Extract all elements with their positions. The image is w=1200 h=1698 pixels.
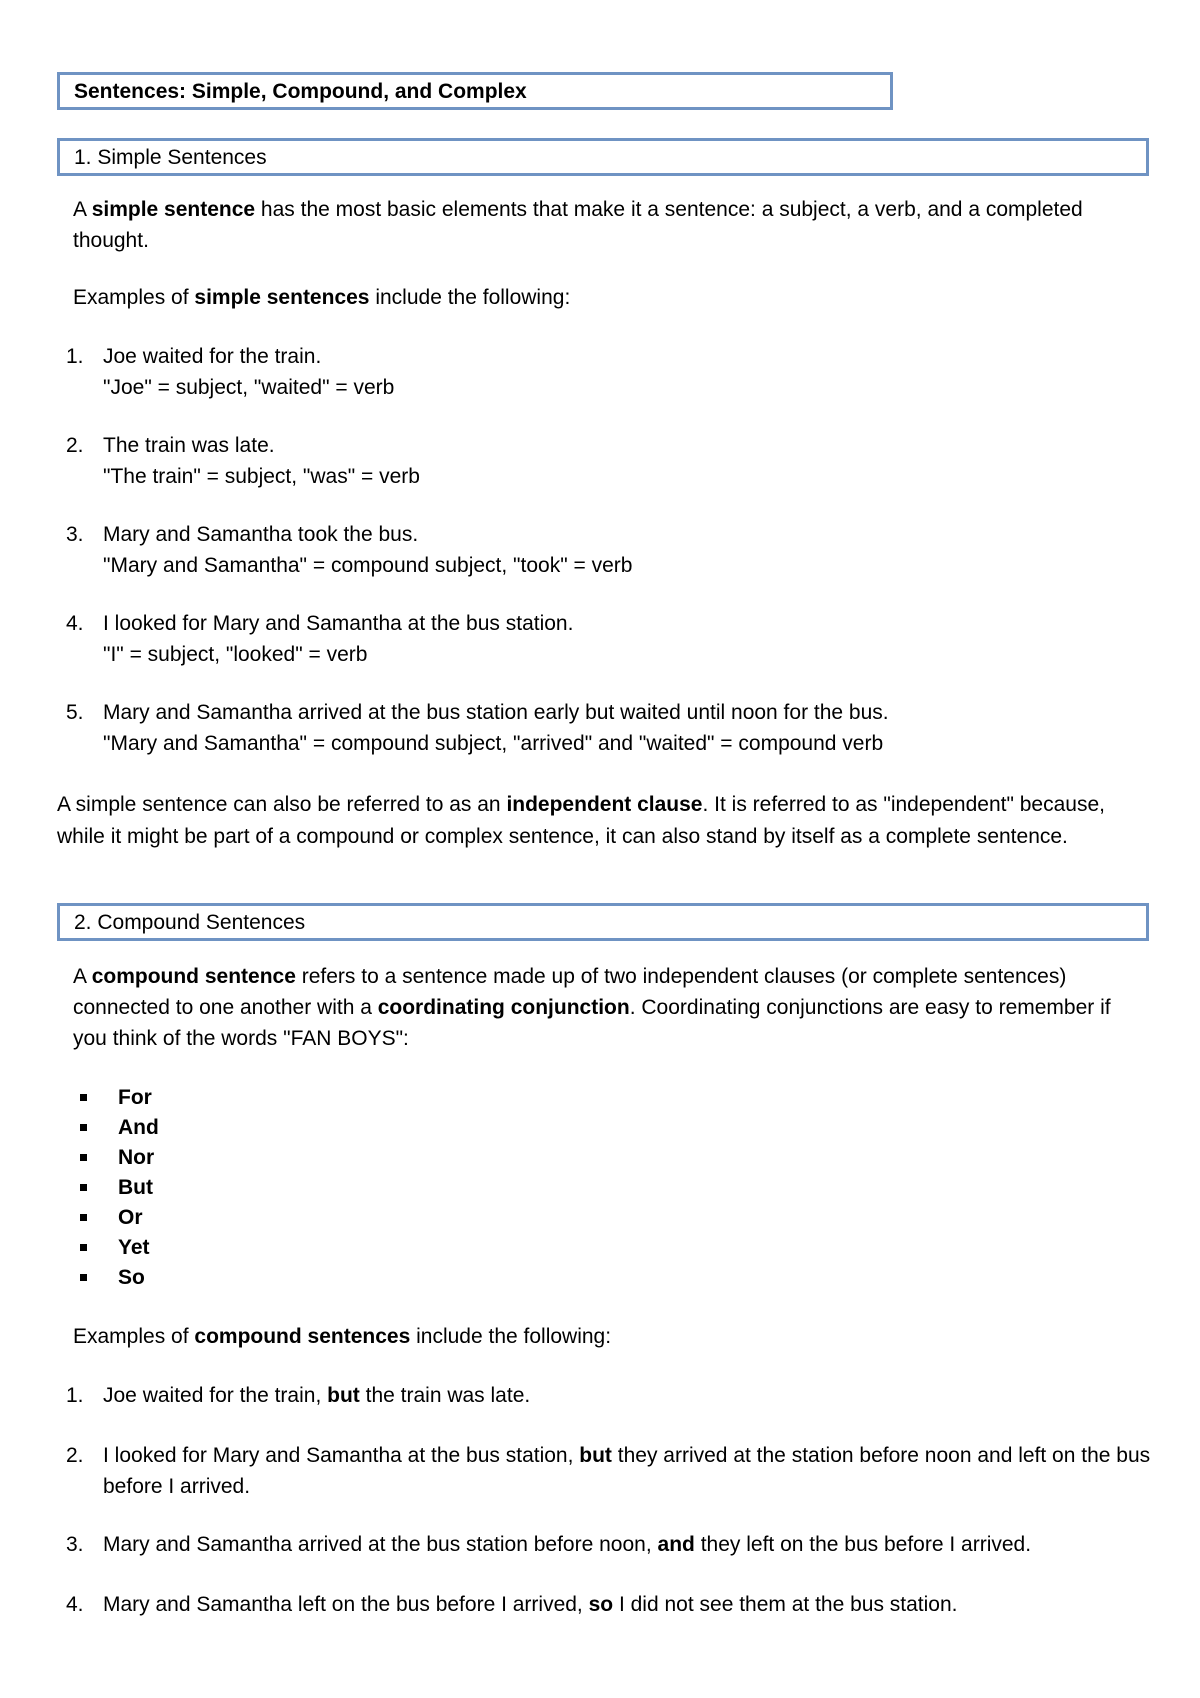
fanboys-item: For <box>80 1082 152 1113</box>
bullet-icon <box>80 1214 87 1221</box>
simple-examples-intro: Examples of simple sentences include the following: <box>73 286 571 309</box>
list-item: 4. Mary and Samantha left on the bus before I arrived, so I did not see them at the bus station. <box>66 1593 958 1616</box>
independent-clause-paragraph: A simple sentence can also be referred to as an independent clause. It is referred to as "independent" because, while it might be part of a compound or complex sentence, it can also stand by itself as a complete sentence. <box>57 793 1105 848</box>
list-item: 2. The train was late. "The train" = subject, "was" = verb <box>66 434 420 488</box>
list-item: 1. Joe waited for the train, but the train was late. <box>66 1384 531 1407</box>
bullet-icon <box>80 1154 87 1161</box>
bullet-icon <box>80 1274 87 1281</box>
list-item: 5. Mary and Samantha arrived at the bus station early but waited until noon for the bus. "Mary and Samantha" = compound subject, "arrived" and "waited" = compound verb <box>66 701 889 755</box>
list-item: 3. Mary and Samantha took the bus. "Mary and Samantha" = compound subject, "took" = verb <box>66 523 633 577</box>
fanboys-item: And <box>80 1112 159 1143</box>
compound-examples-intro: Examples of compound sentences include the following: <box>73 1325 612 1348</box>
section-heading-simple: 1. Simple Sentences <box>57 138 1149 176</box>
bullet-icon <box>80 1244 87 1251</box>
list-item: 1. Joe waited for the train. "Joe" = subject, "waited" = verb <box>66 345 395 399</box>
list-item: 3. Mary and Samantha arrived at the bus station before noon, and they left on the bus before I arrived. <box>66 1533 1032 1556</box>
bullet-icon <box>80 1124 87 1131</box>
document-title: Sentences: Simple, Compound, and Complex <box>57 72 893 110</box>
section-heading-compound: 2. Compound Sentences <box>57 903 1149 941</box>
fanboys-item: Yet <box>80 1232 150 1263</box>
compound-intro: A compound sentence refers to a sentence made up of two independent clauses (or complete sentences) connected to one another with a coordinating conjunction. Coordinating conjunctions are easy to remember if you think of the words "FAN BOYS": <box>73 965 1111 1050</box>
bullet-icon <box>80 1184 87 1191</box>
fanboys-item: Or <box>80 1202 143 1233</box>
list-item: 2. I looked for Mary and Samantha at the bus station, but they arrived at the station before noon and left on the bus before I arrived. <box>66 1444 1151 1498</box>
bullet-icon <box>80 1094 87 1101</box>
list-item: 4. I looked for Mary and Samantha at the bus station. "I" = subject, "looked" = verb <box>66 612 574 666</box>
fanboys-item: But <box>80 1172 153 1203</box>
simple-intro: A simple sentence has the most basic elements that make it a sentence: a subject, a verb, and a completed thought. <box>73 198 1083 252</box>
fanboys-item: So <box>80 1262 145 1293</box>
fanboys-item: Nor <box>80 1142 154 1173</box>
